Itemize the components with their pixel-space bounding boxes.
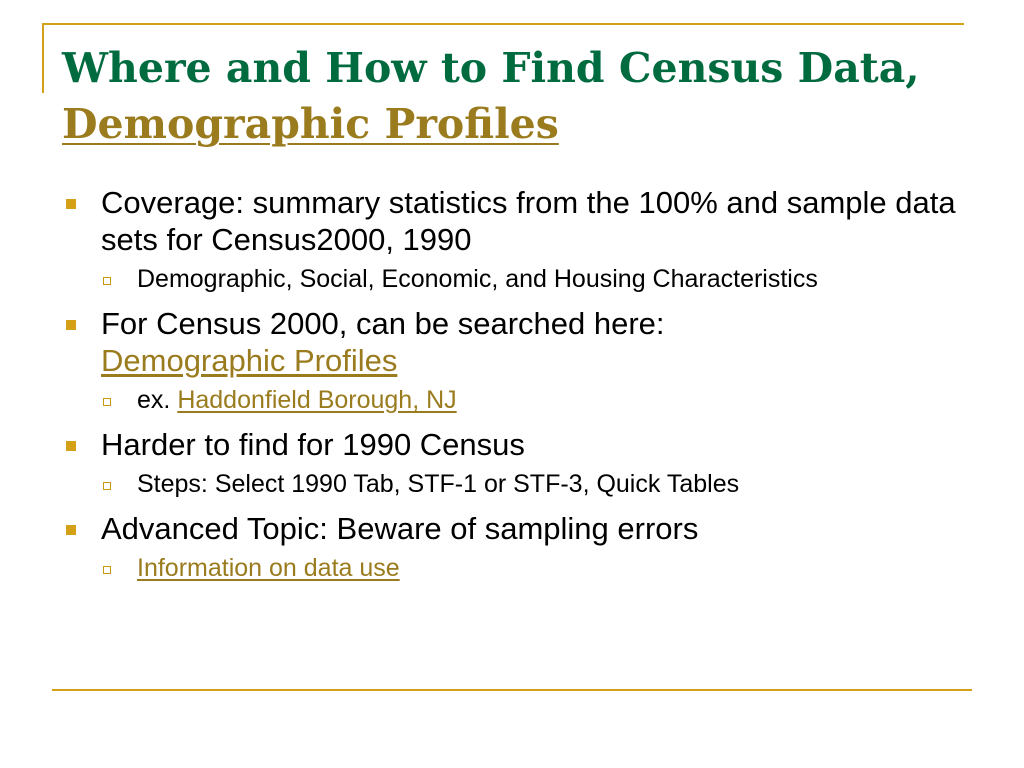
bullet-1990-census <box>62 426 962 463</box>
square-bullet-icon <box>66 320 76 330</box>
frame-left-rule <box>42 23 44 93</box>
sub-bullet-text: Steps: Select 1990 Tab, STF-1 or STF-3, Quick Tables <box>137 470 740 498</box>
slide-content <box>62 184 962 594</box>
bullet-advanced-topic <box>62 510 962 547</box>
bullet-census-2000 <box>62 305 962 379</box>
frame-top-rule <box>42 23 964 25</box>
hollow-square-bullet-icon <box>103 398 111 406</box>
sub-bullet-steps <box>62 469 962 500</box>
frame-bottom-rule <box>52 689 972 691</box>
sub-bullet-data-use <box>62 553 962 584</box>
square-bullet-icon <box>66 525 76 535</box>
haddonfield-borough-link[interactable]: Haddonfield Borough, NJ <box>177 386 457 414</box>
sub-bullet-characteristics <box>62 264 962 295</box>
information-on-data-use-link[interactable]: Information on data use <box>137 554 400 582</box>
bullet-text: Advanced Topic: Beware of sampling errors <box>101 511 699 546</box>
bullet-coverage <box>62 184 962 258</box>
square-bullet-icon <box>66 441 76 451</box>
title-line-1: Where and How to Find Census Data, <box>62 44 920 92</box>
bullet-text: Harder to find for 1990 Census <box>101 427 525 462</box>
demographic-profiles-link[interactable]: Demographic Profiles <box>101 343 398 378</box>
sub-bullet-example <box>62 385 962 416</box>
hollow-square-bullet-icon <box>103 482 111 490</box>
bullet-text: Coverage: summary statistics from the 100% and sample data sets for Census2000, 1990 <box>101 185 956 257</box>
title-line-2-link[interactable]: Demographic Profiles <box>62 100 559 148</box>
hollow-square-bullet-icon <box>103 566 111 574</box>
bullet-text: For Census 2000, can be searched here: <box>101 306 665 341</box>
hollow-square-bullet-icon <box>103 277 111 285</box>
sub-bullet-text: Demographic, Social, Economic, and Housing Characteristics <box>137 265 818 293</box>
example-prefix: ex. <box>137 386 171 414</box>
slide-title <box>62 40 982 152</box>
square-bullet-icon <box>66 199 76 209</box>
